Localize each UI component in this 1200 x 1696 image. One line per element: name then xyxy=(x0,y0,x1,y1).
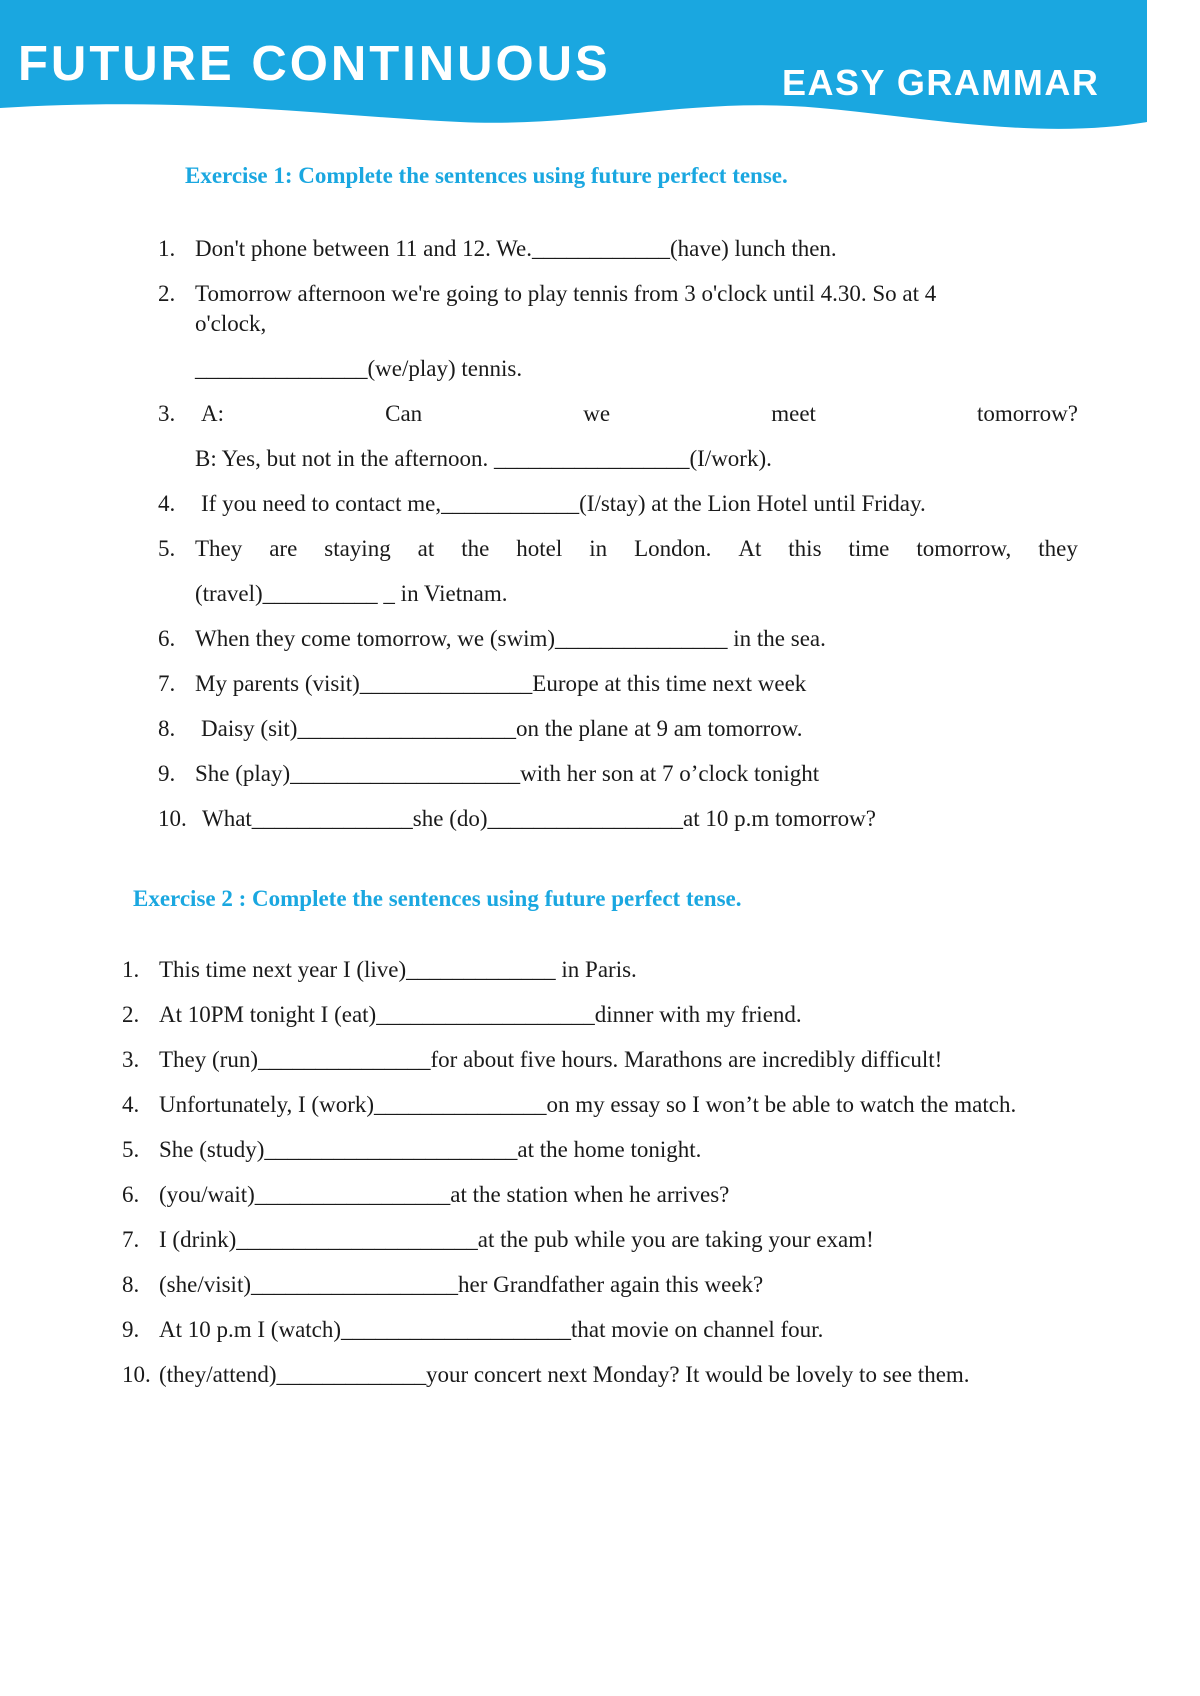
exercise-2-item-4 xyxy=(122,1092,1142,1137)
item-number: 1. xyxy=(158,236,176,261)
item-number: 5. xyxy=(158,536,176,561)
exercise-1-item-2-cont xyxy=(158,356,1118,401)
item-text: She (study)______________________at the home tonight. xyxy=(159,1137,702,1162)
item-number: 6. xyxy=(122,1182,140,1207)
item-number: 9. xyxy=(122,1317,140,1342)
word: meet xyxy=(771,401,816,426)
item-text-justified xyxy=(195,536,1078,562)
word: the xyxy=(461,536,490,561)
word: at xyxy=(417,536,435,561)
word: A: xyxy=(201,401,224,426)
word: At xyxy=(738,536,762,561)
exercise-2-item-6 xyxy=(122,1182,1142,1227)
word: in xyxy=(589,536,608,561)
exercise-2-list xyxy=(122,957,1142,1407)
word: time xyxy=(848,536,890,561)
item-text-continued: _______________(we/play) tennis. xyxy=(195,356,523,381)
exercise-1-heading: Exercise 1: Complete the sentences using future perfect tense. xyxy=(185,163,788,188)
item-text: She (play)____________________with her son at 7 o’clock tonight xyxy=(195,761,820,786)
item-text: If you need to contact me,____________(I/stay) at the Lion Hotel until Friday. xyxy=(201,491,926,516)
item-text-continued: B: Yes, but not in the afternoon. _________________(I/work). xyxy=(195,446,772,471)
exercise-1-item-2 xyxy=(158,281,1118,311)
item-text: Unfortunately, I (work)_______________on my essay so I won’t be able to watch the match. xyxy=(159,1092,1017,1117)
item-number: 10. xyxy=(158,806,187,831)
item-number: 3. xyxy=(122,1047,140,1072)
word: London. xyxy=(634,536,712,561)
item-number: 10. xyxy=(122,1362,151,1387)
word: are xyxy=(269,536,298,561)
item-number: 2. xyxy=(158,281,176,306)
item-number: 5. xyxy=(122,1137,140,1162)
item-text: (she/visit)__________________her Grandfather again this week? xyxy=(159,1272,764,1297)
item-number: 8. xyxy=(158,716,176,741)
item-number: 9. xyxy=(158,761,176,786)
word: staying xyxy=(324,536,391,561)
item-text: Daisy (sit)___________________on the plane at 9 am tomorrow. xyxy=(201,716,803,741)
item-number: 7. xyxy=(122,1227,140,1252)
item-text: My parents (visit)_______________Europe at this time next week xyxy=(195,671,807,696)
item-number: 8. xyxy=(122,1272,140,1297)
item-text: Tomorrow afternoon we're going to play tennis from 3 o'clock until 4.30. So at 4 xyxy=(195,281,937,306)
item-text-justified xyxy=(201,401,1078,427)
exercise-1-item-6 xyxy=(158,626,1118,671)
exercise-1-item-8 xyxy=(158,716,1118,761)
word: we xyxy=(583,401,611,426)
exercise-1-list xyxy=(158,236,1118,851)
item-text: When they come tomorrow, we (swim)_______________ in the sea. xyxy=(195,626,826,651)
exercise-2-item-7 xyxy=(122,1227,1142,1272)
exercise-2-item-9 xyxy=(122,1317,1142,1362)
item-text: At 10 p.m I (watch)____________________that movie on channel four. xyxy=(159,1317,824,1342)
word: tomorrow? xyxy=(977,401,1078,426)
exercise-1-item-5-cont xyxy=(158,581,1118,626)
exercise-2-item-10 xyxy=(122,1362,1142,1407)
exercise-1-item-10 xyxy=(158,806,1118,851)
item-text: I (drink)_____________________at the pub while you are taking your exam! xyxy=(159,1227,874,1252)
word: tomorrow, xyxy=(916,536,1012,561)
item-number: 3. xyxy=(158,401,176,426)
exercise-1-item-1 xyxy=(158,236,1118,281)
item-number: 6. xyxy=(158,626,176,651)
exercise-1-item-9 xyxy=(158,761,1118,806)
header-banner xyxy=(0,0,1200,140)
word: Can xyxy=(385,401,423,426)
item-number: 4. xyxy=(158,491,176,516)
page-subtitle: EASY GRAMMAR xyxy=(782,62,1100,103)
exercise-1-item-5 xyxy=(158,536,1118,581)
word: They xyxy=(195,536,243,561)
exercise-2-heading: Exercise 2 : Complete the sentences using future perfect tense. xyxy=(133,886,742,911)
exercise-1-item-3-cont xyxy=(158,446,1118,491)
exercise-2-item-3 xyxy=(122,1047,1142,1092)
item-number: 1. xyxy=(122,957,140,982)
word: hotel xyxy=(516,536,563,561)
exercise-2-item-2 xyxy=(122,1002,1142,1047)
exercise-1-item-7 xyxy=(158,671,1118,716)
item-number: 2. xyxy=(122,1002,140,1027)
item-text: What______________she (do)_________________at 10 p.m tomorrow? xyxy=(202,806,876,831)
item-text: (they/attend)_____________your concert next Monday? It would be lovely to see them. xyxy=(159,1362,970,1387)
item-text: Don't phone between 11 and 12. We.____________(have) lunch then. xyxy=(195,236,837,261)
item-text-continued: o'clock, xyxy=(195,311,267,336)
item-text: They (run)_______________for about five hours. Marathons are incredibly difficult! xyxy=(159,1047,943,1072)
item-text: This time next year I (live)_____________ in Paris. xyxy=(159,957,637,982)
page-title: FUTURE CONTINUOUS xyxy=(18,37,611,91)
exercise-2-item-8 xyxy=(122,1272,1142,1317)
exercise-2-item-1 xyxy=(122,957,1142,1002)
exercise-1-item-4 xyxy=(158,491,1118,536)
word: they xyxy=(1038,536,1078,561)
word: this xyxy=(788,536,822,561)
exercise-1-item-2-cont xyxy=(158,311,1118,356)
exercise-2-item-5 xyxy=(122,1137,1142,1182)
item-text-continued: (travel)__________ _ in Vietnam. xyxy=(195,581,508,606)
item-number: 7. xyxy=(158,671,176,696)
item-text: (you/wait)_________________at the station when he arrives? xyxy=(159,1182,730,1207)
item-number: 4. xyxy=(122,1092,140,1117)
exercise-1-item-3 xyxy=(158,401,1118,446)
item-text: At 10PM tonight I (eat)___________________dinner with my friend. xyxy=(159,1002,802,1027)
